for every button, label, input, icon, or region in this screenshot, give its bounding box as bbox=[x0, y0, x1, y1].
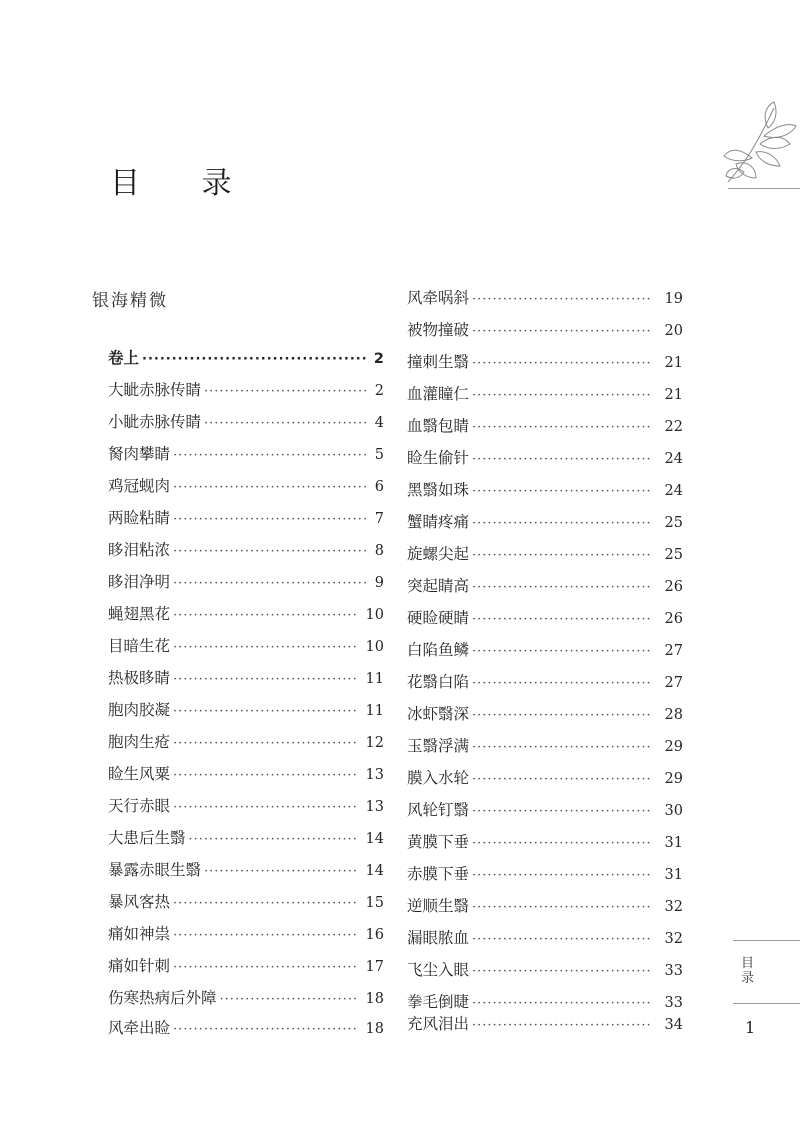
toc-entry[interactable] bbox=[108, 474, 384, 498]
toc-entry-page: 32 bbox=[664, 899, 683, 915]
toc-entry-title: 风牵出睑 bbox=[108, 1019, 171, 1037]
dot-leader bbox=[204, 412, 367, 436]
toc-entry[interactable] bbox=[407, 446, 683, 470]
dot-leader bbox=[472, 768, 650, 792]
toc-entry-title: 胞肉生疮 bbox=[108, 733, 171, 751]
toc-entry-title: 暴露赤眼生翳 bbox=[108, 861, 202, 879]
toc-entry[interactable] bbox=[108, 1016, 384, 1040]
toc-entry[interactable] bbox=[407, 798, 683, 822]
dot-leader bbox=[173, 572, 367, 596]
toc-entry-page: 15 bbox=[365, 895, 384, 911]
toc-entry-page: 34 bbox=[664, 1017, 683, 1033]
toc-entry-page: 24 bbox=[664, 483, 683, 499]
toc-entry-page: 7 bbox=[374, 511, 384, 527]
toc-entry-title: 鸡冠蚬肉 bbox=[108, 477, 171, 495]
dot-leader bbox=[173, 796, 357, 820]
toc-entry-page: 31 bbox=[664, 835, 683, 851]
dot-leader bbox=[173, 956, 357, 980]
dot-leader bbox=[173, 668, 357, 692]
toc-entry-title: 玉翳浮满 bbox=[407, 737, 470, 755]
toc-entry-page: 31 bbox=[664, 867, 683, 883]
toc-entry-page: 30 bbox=[664, 803, 683, 819]
toc-entry[interactable] bbox=[108, 922, 384, 946]
toc-entry-title: 旋螺尖起 bbox=[407, 545, 470, 563]
toc-entry[interactable] bbox=[407, 702, 683, 726]
toc-entry-page: 21 bbox=[664, 387, 683, 403]
toc-entry-title: 漏眼脓血 bbox=[407, 929, 470, 947]
toc-entry[interactable] bbox=[407, 414, 683, 438]
toc-entry-title: 突起睛高 bbox=[407, 577, 470, 595]
dot-leader bbox=[189, 828, 357, 852]
toc-entry[interactable] bbox=[108, 954, 384, 978]
dot-leader bbox=[220, 988, 357, 1012]
toc-entry-page: 19 bbox=[664, 291, 683, 307]
toc-entry[interactable] bbox=[407, 478, 683, 502]
toc-entry[interactable] bbox=[407, 382, 683, 406]
toc-entry[interactable] bbox=[108, 570, 384, 594]
toc-entry-title: 拳毛倒睫 bbox=[407, 993, 470, 1011]
toc-entry-page: 13 bbox=[365, 799, 384, 815]
toc-entry[interactable] bbox=[108, 730, 384, 754]
toc-entry-title: 睑生风粟 bbox=[108, 765, 171, 783]
toc-entry[interactable] bbox=[407, 670, 683, 694]
dot-leader bbox=[173, 508, 367, 532]
dot-leader bbox=[472, 704, 650, 728]
dot-leader bbox=[472, 512, 650, 536]
toc-entry-title: 膜入水轮 bbox=[407, 769, 470, 787]
toc-entry[interactable] bbox=[108, 698, 384, 722]
toc-entry-page: 26 bbox=[664, 579, 683, 595]
toc-entry-title: 充风泪出 bbox=[407, 1015, 470, 1033]
dot-leader bbox=[472, 416, 650, 440]
toc-entry[interactable] bbox=[407, 894, 683, 918]
toc-entry[interactable] bbox=[407, 638, 683, 662]
toc-entry-title: 胬肉攀睛 bbox=[108, 445, 171, 463]
toc-entry[interactable] bbox=[407, 1012, 683, 1036]
toc-entry-page: 29 bbox=[664, 771, 683, 787]
toc-entry-page: 11 bbox=[365, 703, 384, 719]
toc-entry-title: 黄膜下垂 bbox=[407, 833, 470, 851]
book-title: 银海精微 bbox=[92, 291, 168, 311]
toc-entry-page: 25 bbox=[664, 515, 683, 531]
toc-entry-page: 5 bbox=[374, 447, 384, 463]
toc-entry[interactable] bbox=[407, 926, 683, 950]
toc-entry-title: 伤寒热病后外障 bbox=[108, 989, 217, 1007]
toc-entry[interactable] bbox=[108, 346, 384, 370]
dot-leader bbox=[472, 1014, 650, 1038]
toc-entry[interactable] bbox=[108, 762, 384, 786]
dot-leader bbox=[472, 736, 650, 760]
toc-entry-page: 10 bbox=[365, 639, 384, 655]
toc-entry[interactable] bbox=[407, 606, 683, 630]
side-section-tab-label: 目录 bbox=[741, 956, 755, 986]
dot-leader bbox=[472, 960, 650, 984]
toc-entry-page: 2 bbox=[373, 351, 384, 367]
toc-entry[interactable] bbox=[108, 506, 384, 530]
toc-entry-page: 27 bbox=[664, 643, 683, 659]
dot-leader bbox=[173, 604, 357, 628]
toc-entry-title: 冰虾翳深 bbox=[407, 705, 470, 723]
leaf-branch-decoration bbox=[722, 98, 800, 190]
toc-entry[interactable] bbox=[108, 538, 384, 562]
toc-entry-page: 24 bbox=[664, 451, 683, 467]
toc-entry-page: 14 bbox=[365, 831, 384, 847]
toc-entry[interactable] bbox=[108, 986, 384, 1010]
dot-leader bbox=[173, 540, 367, 564]
toc-entry[interactable] bbox=[108, 410, 384, 434]
toc-entry-title: 撞刺生翳 bbox=[407, 353, 470, 371]
toc-entry-title: 风轮钉翳 bbox=[407, 801, 470, 819]
toc-entry-page: 25 bbox=[664, 547, 683, 563]
dot-leader bbox=[173, 700, 357, 724]
toc-entry-page: 21 bbox=[664, 355, 683, 371]
toc-entry-page: 26 bbox=[664, 611, 683, 627]
toc-entry[interactable] bbox=[407, 830, 683, 854]
toc-entry-page: 8 bbox=[374, 543, 384, 559]
toc-entry-title: 硬睑硬睛 bbox=[407, 609, 470, 627]
dot-leader bbox=[472, 672, 650, 696]
toc-entry-page: 6 bbox=[374, 479, 384, 495]
dot-leader bbox=[204, 860, 357, 884]
toc-entry-page: 33 bbox=[664, 995, 683, 1011]
toc-entry[interactable] bbox=[108, 890, 384, 914]
toc-entry-title: 痛如针刺 bbox=[108, 957, 171, 975]
toc-entry[interactable] bbox=[407, 542, 683, 566]
toc-entry-title: 天行赤眼 bbox=[108, 797, 171, 815]
toc-entry[interactable] bbox=[407, 990, 683, 1014]
toc-entry-page: 18 bbox=[365, 991, 384, 1007]
toc-entry[interactable] bbox=[108, 858, 384, 882]
dot-leader bbox=[173, 636, 357, 660]
dot-leader bbox=[173, 1018, 357, 1042]
toc-entry[interactable] bbox=[108, 602, 384, 626]
page-title: 目 录 bbox=[110, 166, 258, 201]
toc-entry-title: 飞尘入眼 bbox=[407, 961, 470, 979]
dot-leader bbox=[472, 480, 650, 504]
toc-entry-page: 4 bbox=[374, 415, 384, 431]
toc-entry[interactable] bbox=[407, 318, 683, 342]
toc-entry-title: 胞肉胶凝 bbox=[108, 701, 171, 719]
dot-leader bbox=[173, 476, 367, 500]
dot-leader bbox=[472, 640, 650, 664]
dot-leader bbox=[472, 576, 650, 600]
toc-entry-page: 28 bbox=[664, 707, 683, 723]
toc-entry-title: 血灌瞳仁 bbox=[407, 385, 470, 403]
toc-entry-page: 32 bbox=[664, 931, 683, 947]
toc-entry[interactable] bbox=[108, 666, 384, 690]
toc-entry[interactable] bbox=[407, 286, 683, 310]
toc-entry-title: 被物撞破 bbox=[407, 321, 470, 339]
toc-entry-title: 大眦赤脉传睛 bbox=[108, 381, 202, 399]
toc-entry-page: 20 bbox=[664, 323, 683, 339]
toc-entry-title: 花翳白陷 bbox=[407, 673, 470, 691]
header-divider bbox=[728, 188, 800, 189]
toc-entry-title: 目暗生花 bbox=[108, 637, 171, 655]
toc-entry-title: 两睑粘睛 bbox=[108, 509, 171, 527]
toc-entry-title: 大患后生翳 bbox=[108, 829, 186, 847]
toc-entry-page: 27 bbox=[664, 675, 683, 691]
toc-entry[interactable] bbox=[108, 634, 384, 658]
toc-entry[interactable] bbox=[407, 766, 683, 790]
toc-entry-title: 黑翳如珠 bbox=[407, 481, 470, 499]
dot-leader bbox=[173, 732, 357, 756]
dot-leader bbox=[472, 288, 650, 312]
toc-entry-title: 白陷鱼鳞 bbox=[407, 641, 470, 659]
dot-leader bbox=[472, 800, 650, 824]
page-number: 1 bbox=[745, 1018, 756, 1037]
toc-entry-title: 血翳包睛 bbox=[407, 417, 470, 435]
toc-entry[interactable] bbox=[407, 862, 683, 886]
dot-leader bbox=[142, 348, 367, 372]
toc-entry-title: 风牵㖞斜 bbox=[407, 289, 470, 307]
toc-entry-page: 11 bbox=[365, 671, 384, 687]
toc-entry[interactable] bbox=[108, 826, 384, 850]
dot-leader bbox=[472, 832, 650, 856]
dot-leader bbox=[472, 864, 650, 888]
toc-entry-page: 22 bbox=[664, 419, 683, 435]
dot-leader bbox=[173, 444, 367, 468]
toc-entry-title: 赤膜下垂 bbox=[407, 865, 470, 883]
toc-entry[interactable] bbox=[108, 378, 384, 402]
toc-entry-title: 暴风客热 bbox=[108, 893, 171, 911]
toc-entry-page: 18 bbox=[365, 1021, 384, 1037]
toc-entry-page: 33 bbox=[664, 963, 683, 979]
toc-entry-title: 卷上 bbox=[108, 349, 140, 367]
toc-entry-page: 29 bbox=[664, 739, 683, 755]
toc-entry-page: 10 bbox=[365, 607, 384, 623]
toc-entry-title: 蟹睛疼痛 bbox=[407, 513, 470, 531]
dot-leader bbox=[472, 928, 650, 952]
dot-leader bbox=[173, 892, 357, 916]
toc-entry[interactable] bbox=[407, 350, 683, 374]
toc-entry[interactable] bbox=[407, 510, 683, 534]
toc-entry-title: 热极眵睛 bbox=[108, 669, 171, 687]
toc-entry-title: 小眦赤脉传睛 bbox=[108, 413, 202, 431]
toc-entry-page: 17 bbox=[365, 959, 384, 975]
toc-entry[interactable] bbox=[108, 794, 384, 818]
dot-leader bbox=[472, 448, 650, 472]
toc-entry-title: 眵泪净明 bbox=[108, 573, 171, 591]
toc-entry[interactable] bbox=[108, 442, 384, 466]
dot-leader bbox=[472, 384, 650, 408]
dot-leader bbox=[472, 352, 650, 376]
dot-leader bbox=[472, 896, 650, 920]
dot-leader bbox=[472, 608, 650, 632]
toc-entry[interactable] bbox=[407, 574, 683, 598]
dot-leader bbox=[204, 380, 367, 404]
toc-entry-page: 13 bbox=[365, 767, 384, 783]
toc-entry-page: 12 bbox=[365, 735, 384, 751]
toc-entry-title: 睑生偷针 bbox=[407, 449, 470, 467]
toc-entry-page: 9 bbox=[374, 575, 384, 591]
dot-leader bbox=[173, 924, 357, 948]
dot-leader bbox=[472, 544, 650, 568]
dot-leader bbox=[472, 320, 650, 344]
toc-entry-page: 14 bbox=[365, 863, 384, 879]
toc-entry[interactable] bbox=[407, 958, 683, 982]
toc-entry-title: 蝇翅黑花 bbox=[108, 605, 171, 623]
toc-entry-page: 2 bbox=[374, 383, 384, 399]
dot-leader bbox=[173, 764, 357, 788]
toc-entry-title: 眵泪粘浓 bbox=[108, 541, 171, 559]
toc-entry-page: 16 bbox=[365, 927, 384, 943]
toc-entry[interactable] bbox=[407, 734, 683, 758]
toc-entry-title: 痛如神祟 bbox=[108, 925, 171, 943]
toc-entry-title: 逆顺生翳 bbox=[407, 897, 470, 915]
